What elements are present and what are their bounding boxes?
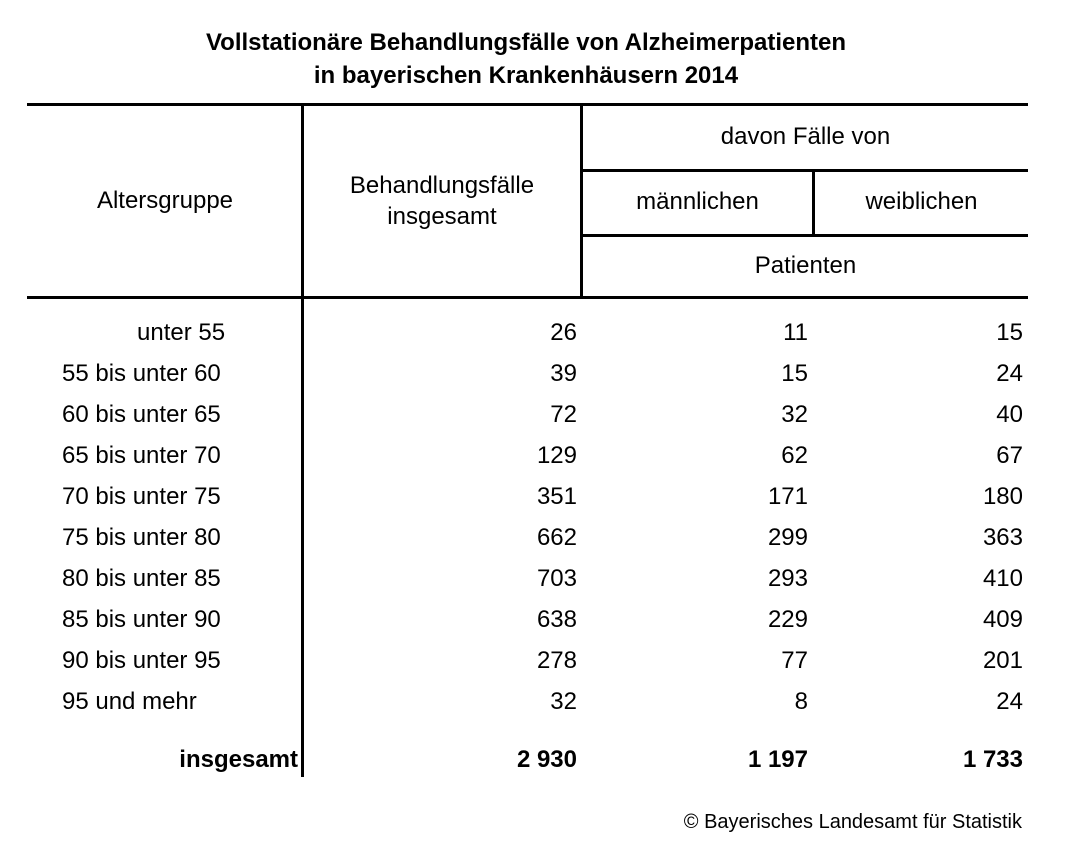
row-female: 67 [996, 442, 1023, 469]
row-age-group: 90 bis unter 95 [62, 647, 221, 674]
table-title-line-2: in bayerischen Krankenhäusern 2014 [313, 62, 739, 89]
header-male: männlichen [636, 188, 759, 215]
row-age-group: 80 bis unter 85 [62, 565, 221, 592]
row-female: 201 [982, 647, 1023, 674]
header-female: weiblichen [865, 188, 978, 215]
row-total: 26 [550, 319, 577, 346]
header-patients: Patienten [754, 252, 857, 279]
row-age-group: 70 bis unter 75 [62, 483, 221, 510]
header-thereof: davon Fälle von [720, 123, 891, 150]
row-age-group: 60 bis unter 65 [62, 401, 221, 428]
row-male: 299 [767, 524, 808, 551]
totals-label: insgesamt [179, 746, 298, 773]
row-female: 24 [996, 688, 1023, 715]
row-male: 32 [781, 401, 808, 428]
row-male: 8 [794, 688, 808, 715]
top-rule [27, 103, 1028, 106]
row-female: 180 [982, 483, 1023, 510]
row-female: 363 [982, 524, 1023, 551]
row-age-group: unter 55 [137, 319, 226, 346]
row-age-group: 55 bis unter 60 [62, 360, 221, 387]
row-age-group: 85 bis unter 90 [62, 606, 221, 633]
row-male: 11 [783, 319, 808, 346]
row-male: 77 [781, 647, 808, 674]
row-total: 662 [536, 524, 577, 551]
header-total-cases-line-1: Behandlungsfälle [349, 172, 535, 199]
header-age-group: Altersgruppe [96, 187, 234, 214]
row-age-group: 75 bis unter 80 [62, 524, 221, 551]
copyright-footer: © Bayerisches Landesamt für Statistik [683, 811, 1022, 833]
row-male: 229 [767, 606, 808, 633]
row-female: 410 [982, 565, 1023, 592]
row-age-group: 95 und mehr [62, 688, 197, 715]
row-female: 409 [982, 606, 1023, 633]
row-total: 278 [536, 647, 577, 674]
row-total: 39 [550, 360, 577, 387]
header-subrule-1 [582, 169, 1028, 172]
header-bottom-rule [27, 296, 1028, 299]
row-male: 62 [781, 442, 808, 469]
row-total: 129 [536, 442, 577, 469]
row-female: 15 [996, 319, 1023, 346]
header-subrule-2 [582, 234, 1028, 237]
row-total: 351 [536, 483, 577, 510]
totals-total: 2 930 [516, 746, 577, 773]
totals-male: 1 197 [747, 746, 808, 773]
row-male: 293 [767, 565, 808, 592]
table-title-line-1: Vollstationäre Behandlungsfälle von Alzheimerpatienten [205, 29, 847, 56]
row-female: 24 [996, 360, 1023, 387]
row-total: 703 [536, 565, 577, 592]
totals-female: 1 733 [962, 746, 1023, 773]
row-total: 32 [550, 688, 577, 715]
row-female: 40 [996, 401, 1023, 428]
row-age-group: 65 bis unter 70 [62, 442, 221, 469]
header-total-cases-line-2: insgesamt [387, 203, 497, 230]
row-male: 15 [781, 360, 808, 387]
row-male: 171 [767, 483, 808, 510]
row-total: 638 [536, 606, 577, 633]
row-total: 72 [550, 401, 577, 428]
